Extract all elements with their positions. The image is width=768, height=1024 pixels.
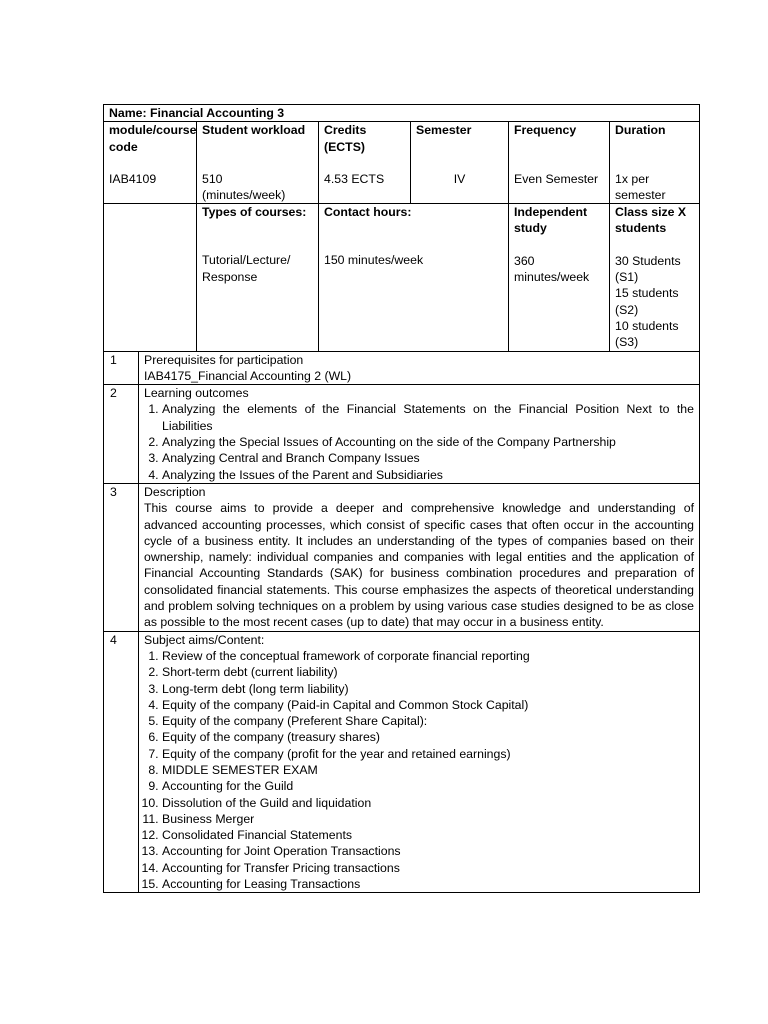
frequency-label: Frequency [514,123,577,138]
duration-label: Duration [615,123,666,138]
workload-cell [197,122,319,204]
section-content [139,631,700,893]
list-item: 1. Analyzing the elements of the Financial Statements on the Financial Position Next to the Liabilities [162,401,694,434]
class-size-cell [610,204,700,351]
types-label: Types of courses: [202,205,307,220]
independent-value: 360 minutes/week [514,253,590,285]
list-item: 11. Business Merger [162,811,694,827]
independent-cell [509,204,610,351]
class-size-label: Class size X students [615,205,687,236]
list-item: 14. Accounting for Transfer Pricing transactions [162,860,694,876]
semester-value: IV [453,171,466,186]
section-title: Description [144,484,206,499]
list-item: 3. Long-term debt (long term liability) [162,681,694,697]
course-name: Name: Financial Accounting 3 [104,105,700,122]
section-content [139,385,700,484]
module-description-page [103,104,699,893]
contact-label: Contact hours: [324,205,412,220]
module-code-cell [104,122,197,204]
section-content [139,483,700,631]
workload-label: Student workload [202,123,306,138]
list-item: 12. Consolidated Financial Statements [162,827,694,843]
duration-value: 1x per semester [615,171,666,202]
header-values-row [104,122,700,204]
list-item: 9. Accounting for the Guild [162,778,694,794]
types-cell [197,204,319,351]
empty-cell [104,204,197,351]
frequency-cell [509,122,610,204]
contact-value: 150 minutes/week [324,253,424,268]
credits-cell [319,122,411,204]
section-content [139,351,700,385]
list-item: 3. Analyzing Central and Branch Company Issues [162,450,694,466]
section-row-4 [104,631,700,893]
class-size-value-1: 30 Students (S1) [615,253,681,285]
section-text: IAB4175_Financial Accounting 2 (WL) [144,368,352,383]
name-row [104,105,700,122]
module-code-value: IAB4109 [109,171,157,186]
frequency-value: Even Semester [514,171,599,186]
duration-cell [610,122,700,204]
section-number: 4 [104,631,139,893]
list-item: 4. Analyzing the Issues of the Parent and Subsidiaries [162,467,694,483]
list-item: 8. MIDDLE SEMESTER EXAM [162,762,694,778]
list-item: 6. Equity of the company (treasury shares) [162,729,694,745]
section-title: Prerequisites for participation [144,352,304,367]
module-code-label: module/course code [109,123,197,154]
types-value: Tutorial/Lecture/ Response [202,253,291,284]
section-title: Learning outcomes [144,386,249,401]
list-item: 5. Equity of the company (Preferent Share Capital): [162,713,694,729]
section-row-3 [104,483,700,631]
list-item: 13. Accounting for Joint Operation Transactions [162,843,694,859]
class-size-value-2: 15 students (S2) [615,286,679,317]
credits-value: 4.53 ECTS [324,171,385,186]
module-table [103,104,700,893]
section-number: 1 [104,351,139,385]
list-item: 15. Accounting for Leasing Transactions [162,876,694,892]
section-row-2 [104,385,700,484]
semester-cell [411,122,509,204]
class-size-value-3: 10 students (S3) [615,318,679,350]
list-item: 4. Equity of the company (Paid-in Capital and Common Stock Capital) [162,697,694,713]
learning-outcomes-list [144,401,694,482]
section-title: Subject aims/Content: [144,632,265,647]
independent-label: Independent study [514,205,588,236]
list-item: 1. Review of the conceptual framework of corporate financial reporting [162,648,694,664]
credits-label: Credits (ECTS) [324,123,367,154]
section-row-1 [104,351,700,385]
section-text: This course aims to provide a deeper and comprehensive knowledge and understanding of advanced accounting processes, which consist of specific cases that often occur in the accounting cycle of a business entity. It includes an understanding of the types of companies based on their ownership, namely: individual companies and companies with legal entities and the application of Financial Accounting Standards (SAK) for business combination procedures and preparation of consolidated financial statements. This course emphasizes the aspects of theoretical understanding and problem solving techniques on a problem by using various case studies designed to be as close as possible to the most recent cases (up to date) that may occur in a business entity. [144,501,694,630]
semester-label: Semester [416,123,472,138]
list-item: 2. Analyzing the Special Issues of Accounting on the side of the Company Partnership [162,434,694,450]
list-item: 7. Equity of the company (profit for the year and retained earnings) [162,746,694,762]
section-number: 3 [104,483,139,631]
contact-cell [319,204,509,351]
list-item: 2. Short-term debt (current liability) [162,664,694,680]
course-types-row [104,204,700,351]
list-item: 10. Dissolution of the Guild and liquidation [162,795,694,811]
section-number: 2 [104,385,139,484]
workload-value: 510 (minutes/week) [202,171,286,202]
content-list [144,648,694,892]
